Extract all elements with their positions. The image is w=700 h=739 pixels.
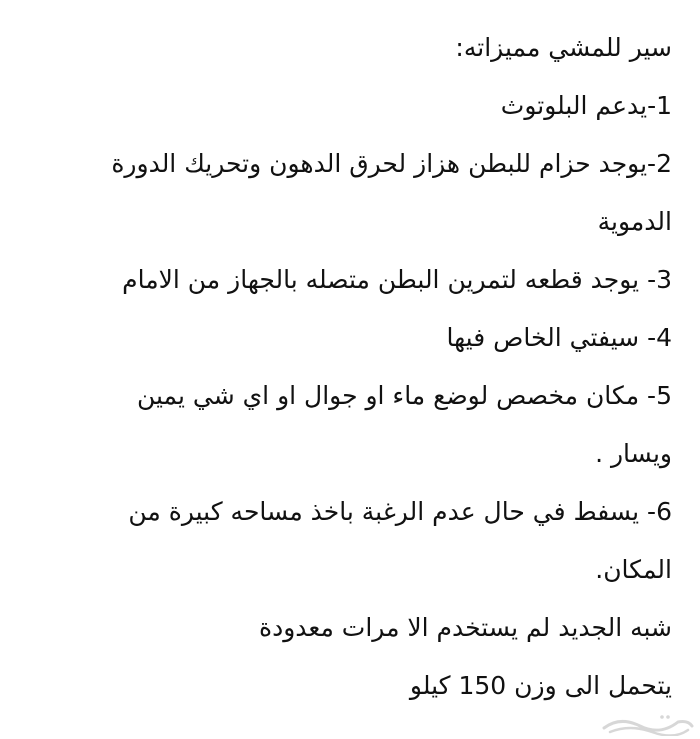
- weight-capacity-line: يتحمل الى وزن 150 كيلو: [409, 671, 672, 700]
- feature-line-5-continued: ويسار .: [595, 439, 672, 468]
- feature-line-4: 4- سيفتي الخاص فيها: [446, 323, 672, 352]
- site-logo-watermark-icon: [600, 712, 695, 736]
- feature-line-3: 3- يوجد قطعه لتمرين البطن متصله بالجهاز من الامام: [122, 265, 672, 294]
- condition-line: شبه الجديد لم يستخدم الا مرات معدودة: [258, 613, 672, 642]
- feature-line-2: 2-يوجد حزام للبطن هزاز لحرق الدهون وتحريك الدورة: [111, 149, 672, 178]
- feature-line-1: 1-يدعم البلوتوث: [500, 91, 672, 120]
- feature-line-2-continued: الدموية: [597, 207, 672, 236]
- feature-line-6-continued: المكان.: [595, 555, 672, 584]
- description-heading: سير للمشي مميزاته:: [455, 33, 672, 62]
- feature-line-5: 5- مكان مخصص لوضع ماء او جوال او اي شي يمين: [136, 381, 672, 410]
- feature-line-6: 6- يسفط في حال عدم الرغبة باخذ مساحه كبيرة من: [128, 497, 672, 526]
